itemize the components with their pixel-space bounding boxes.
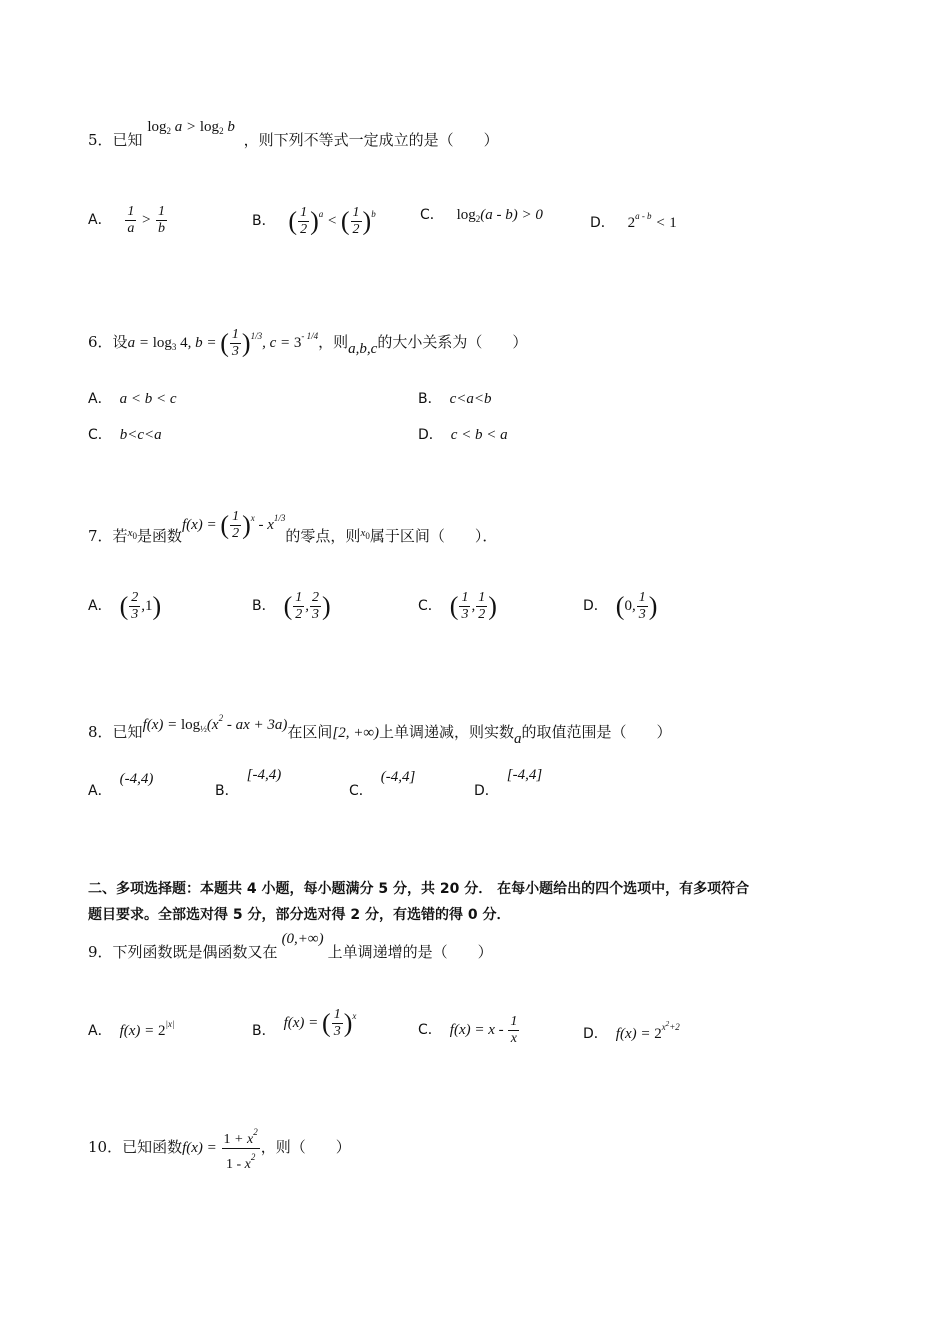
- math-expression: $a = \log_3 4$, b = ( $\frac{1}{3}$ )$^{1/3}$, $c = 3^{- 1/4}$: [127, 327, 319, 360]
- q5-option-a: A． $\frac{1}{a}$ > $\frac{1}{b}$: [88, 204, 165, 236]
- q7-option-c: C． ( $\frac{1}{3}$ , $\frac{1}{2}$ ): [418, 590, 497, 622]
- question-number: 5．: [88, 131, 113, 149]
- q8-option-c: C．(-4,4]: [349, 769, 416, 799]
- math-expression: $\log_2 a > \log_2 b$: [147, 119, 235, 136]
- q9-option-a: A． $f(x) = 2^{|x|}$: [88, 1019, 175, 1039]
- q5-option-d: D． $2^{a - b} < 1$: [590, 211, 677, 231]
- q6-option-a: A． a < b < c: [88, 391, 177, 407]
- q6-option-c: C． b<c<a: [88, 427, 162, 443]
- question-7: 7．若$^{x_0}$是函数f(x) = ( $\frac{1}{2}$ )$^x - x^{1/3}$的零点，则$^{x_0}$属于区间（ ）．: [88, 509, 498, 545]
- q8-option-a: A．(-4,4): [88, 771, 154, 799]
- q7-option-d: D． (0, $\frac{1}{3}$ ): [583, 590, 658, 622]
- q7-option-b: B． ( $\frac{1}{2}$ , $\frac{2}{3}$ ): [252, 590, 331, 622]
- math-expression: f(x) = ( $\frac{1}{2}$ )$^x - x^{1/3}$: [181, 509, 286, 542]
- q5-option-c: C． $\log_2(a - b) > 0$: [420, 207, 543, 224]
- math-expression: $f(x) = \log_{\frac{1}{2}}(x^2$ - ax + 3a): [142, 713, 288, 734]
- q7-option-a: A． ( $\frac{2}{3}$ ,1): [88, 590, 162, 622]
- question-6: 6．设$a = \log_3 4$, b = ( $\frac{1}{3}$ )$^{1/3}$, $c = 3^{- 1/4}$，则a,b,c的大小关系为（ ）: [88, 327, 528, 360]
- question-8: 8．已知$f(x) = \log_{\frac{1}{2}}(x^2$ - ax + 3a)在区间[2, +∞)上单调递减，则实数a的取值范围是（ ）: [88, 713, 672, 747]
- question-number: 10．: [88, 1137, 123, 1156]
- question-10: 10．已知函数f(x) = $\frac{1 + x^2}{1 - x^2}$ ，则（ ）: [88, 1124, 351, 1173]
- question-number: 9．: [88, 943, 113, 961]
- q6-option-b: B． c<a<b: [418, 391, 492, 407]
- q9-option-d: D． $f(x) = 2^{x^2+2}$: [583, 1020, 680, 1042]
- question-9: 9．下列函数既是偶函数又在(0,+∞)上单调递增的是（ ）: [88, 931, 493, 961]
- question-number: 7．: [88, 527, 113, 545]
- q8-option-b: B．[-4,4): [215, 767, 282, 799]
- question-number: 8．: [88, 723, 113, 741]
- section-heading: 二、多项选择题：本题共 4 小题，每小题满分 5 分，共 20 分． 在每小题给出的四个选项中，有多项符合 题目要求。全部选对得 5 分，部分选对得 2 分，有选错的得 0 分．: [88, 881, 750, 923]
- math-expression: f(x) = $\frac{1 + x^2}{1 - x^2}$: [182, 1140, 261, 1156]
- question-5: 5．已知 $\log_2 a > \log_2 b$ ，则下列不等式一定成立的是（ ）: [88, 119, 499, 149]
- q6-option-d: D． c < b < a: [418, 427, 508, 443]
- q9-option-b: B． f(x) = ( $\frac{1}{3}$ )$^x$: [252, 1007, 357, 1040]
- q5-option-b: B． ( $\frac{1}{2}$ )$^a$ < ( $\frac{1}{2}$ )$^b$: [252, 205, 376, 238]
- question-number: 6．: [88, 333, 113, 351]
- q8-option-d: D．[-4,4]: [474, 767, 543, 799]
- q9-option-c: C． f(x) = x - $\frac{1}{x}$: [418, 1014, 518, 1046]
